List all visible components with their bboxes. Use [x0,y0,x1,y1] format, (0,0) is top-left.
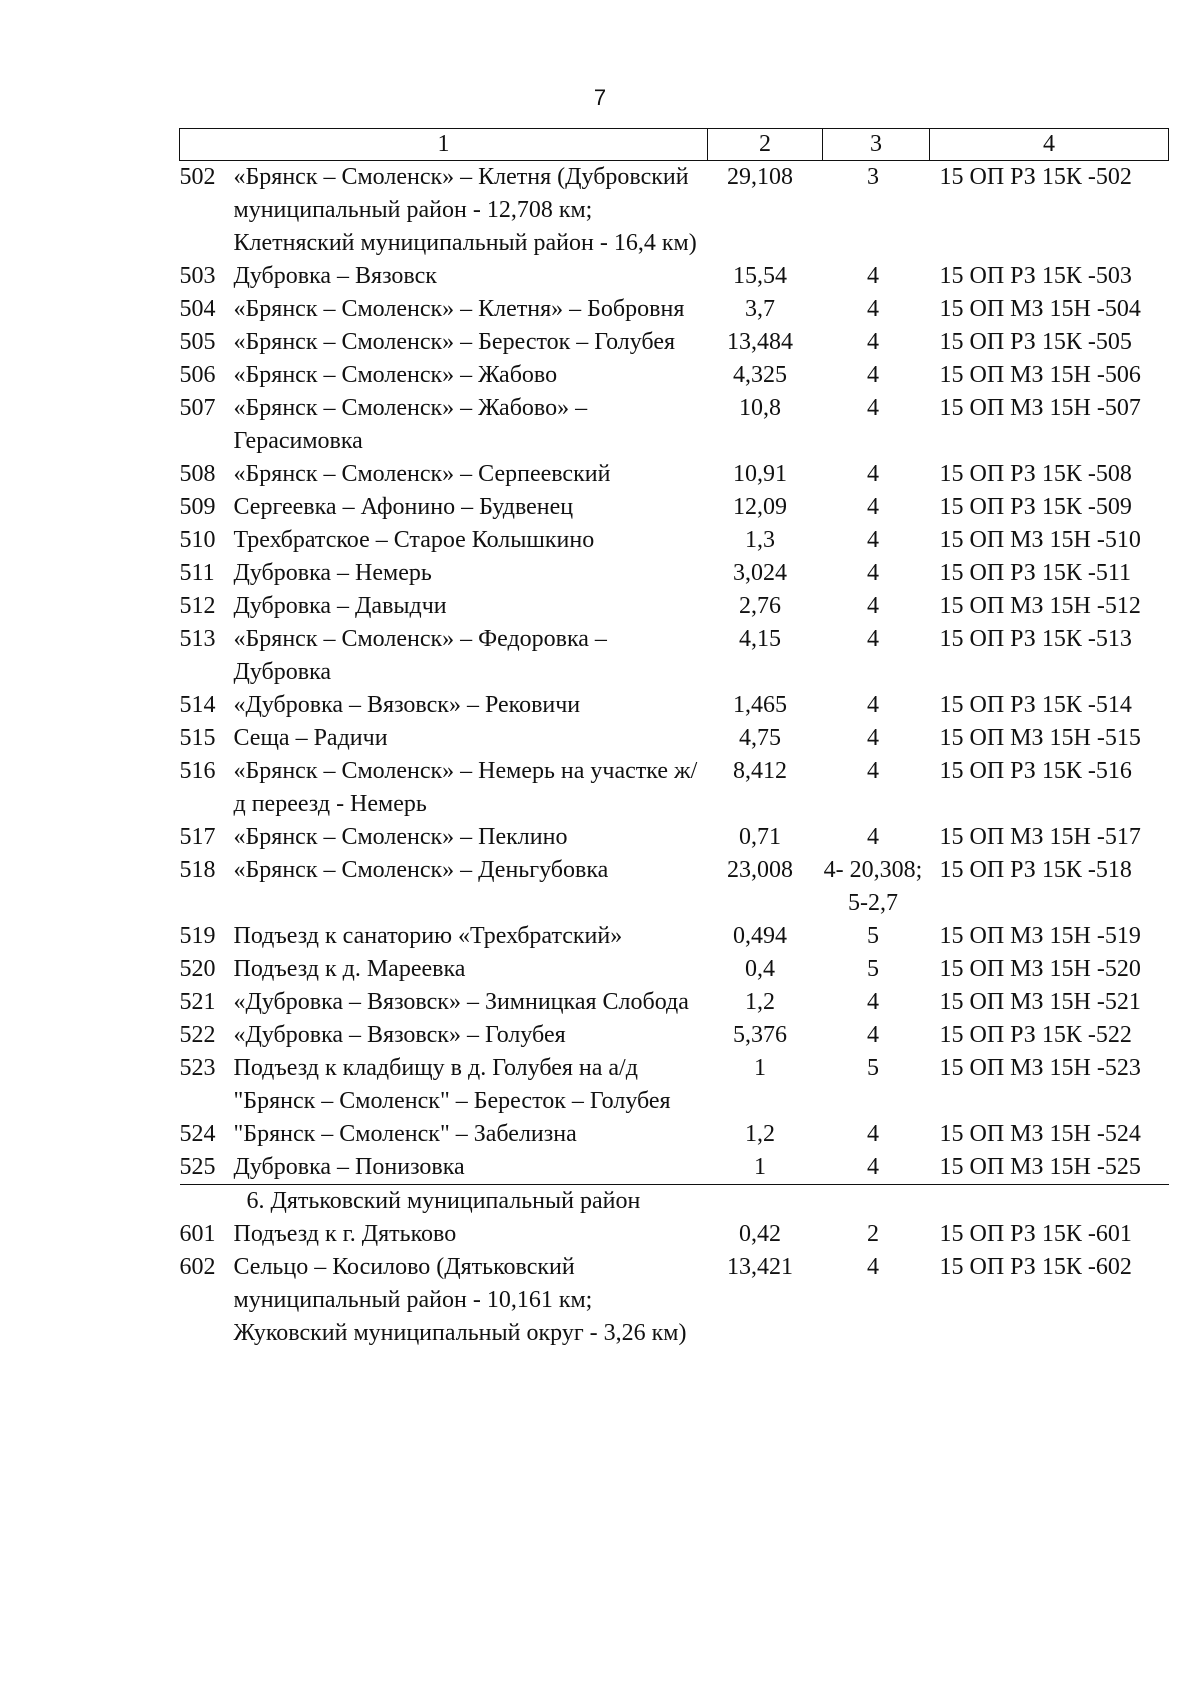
table-row [180,1218,1169,1251]
road-category: 4 [867,725,879,751]
row-number: 513 [179,626,216,652]
road-category: 4 [867,296,879,322]
road-code: 15 ОП МЗ 15Н -517 [939,824,1141,850]
road-code: 15 ОП РЗ 15К -601 [939,1221,1132,1247]
table-row [180,821,1169,854]
road-name: «Брянск – Смоленск» – Деньгубовка [233,857,609,883]
table-row [180,1151,1169,1185]
road-code: 15 ОП РЗ 15К -516 [939,758,1132,784]
road-code: 15 ОП РЗ 15К -511 [939,560,1131,586]
road-category: 4 [867,626,879,652]
row-number: 601 [179,1221,216,1247]
road-length: 2,76 [739,593,781,619]
road-category: 4 [867,263,879,289]
table-row [180,392,1169,458]
road-code: 15 ОП РЗ 15К -602 [939,1254,1132,1280]
row-number: 521 [179,989,216,1015]
road-category: 4 [867,758,879,784]
road-name: «Брянск – Смоленск» – Клетня (Дубровский муниципальный район - 12,708 км; Клетняский муниципальный район - 16,4 км) [233,164,697,256]
row-number: 506 [179,362,216,388]
road-length: 4,75 [739,725,781,751]
road-code: 15 ОП РЗ 15К -522 [939,1022,1132,1048]
road-length: 0,42 [739,1221,781,1247]
table-row [180,722,1169,755]
road-category: 4 [867,593,879,619]
road-category: 4 [867,494,879,520]
table-row [180,293,1169,326]
road-length: 23,008 [727,857,793,883]
row-number: 508 [179,461,216,487]
table-row [180,854,1169,920]
table-row [180,260,1169,293]
row-number: 524 [179,1121,216,1147]
table-row [180,458,1169,491]
road-name: Дубровка – Немерь [233,560,432,586]
road-category: 4 [823,1151,930,1185]
road-code: 15 ОП МЗ 15Н -524 [939,1121,1141,1147]
road-code: 15 ОП РЗ 15К -508 [939,461,1132,487]
table-header [180,129,1169,161]
road-category: 4 [867,1254,879,1280]
road-length: 1 [754,1055,766,1081]
row-number: 510 [179,527,216,553]
row-number: 503 [179,263,216,289]
row-number: 509 [179,494,216,520]
road-code: 15 ОП МЗ 15Н -515 [939,725,1141,751]
road-name: "Брянск – Смоленск" – Забелизна [233,1121,577,1147]
table-body [180,161,1169,1351]
road-name: «Брянск – Смоленск» – Пеклино [233,824,568,850]
road-length: 1,2 [745,1121,775,1147]
row-number: 522 [179,1022,216,1048]
row-number: 502 [179,164,216,190]
road-category: 3 [867,164,879,190]
header-col-1: 1 [180,129,708,161]
road-length: 4,15 [739,626,781,652]
road-code: 15 ОП МЗ 15Н -519 [939,923,1141,949]
road-code: 15 ОП РЗ 15К -502 [939,164,1132,190]
table-row [180,623,1169,689]
road-length: 1,3 [745,527,775,553]
row-number: 520 [179,956,216,982]
road-name: «Брянск – Смоленск» – Жабово [233,362,558,388]
road-name: Подъезд к г. Дятьково [233,1221,457,1247]
road-category: 5 [867,1055,879,1081]
road-length: 4,325 [733,362,787,388]
road-code: 15 ОП МЗ 15Н -507 [939,395,1141,421]
road-code: 15 ОП МЗ 15Н -506 [939,362,1141,388]
road-code: 15 ОП РЗ 15К -505 [939,329,1132,355]
header-col-4: 4 [930,129,1169,161]
table-row [180,491,1169,524]
row-number: 602 [179,1254,216,1280]
road-code: 15 ОП МЗ 15Н -525 [930,1151,1169,1185]
road-length: 10,8 [739,395,781,421]
row-number: 505 [179,329,216,355]
road-code: 15 ОП РЗ 15К -518 [939,857,1132,883]
road-name: «Дубровка – Вязовск» – Зимницкая Слобода [233,989,689,1015]
row-number: 519 [179,923,216,949]
row-number: 507 [179,395,216,421]
row-number: 511 [179,560,215,586]
road-length: 1,465 [733,692,787,718]
road-name: «Дубровка – Вязовск» – Голубея [233,1022,566,1048]
table-row [180,986,1169,1019]
section-row [180,1185,1169,1219]
road-name: Дубровка – Давыдчи [233,593,447,619]
road-code: 15 ОП РЗ 15К -513 [939,626,1132,652]
road-length: 3,7 [745,296,775,322]
row-number: 517 [179,824,216,850]
road-length: 12,09 [733,494,787,520]
road-name: Сельцо – Косилово (Дятьковский муниципальный район - 10,161 км; Жуковский муниципальный округ - 3,26 км) [233,1254,687,1346]
road-length: 10,91 [733,461,787,487]
row-number: 515 [179,725,216,751]
road-name: «Брянск – Смоленск» – Бересток – Голубея [233,329,676,355]
road-name: Сергеевка – Афонино – Будвенец [233,494,574,520]
road-name: Дубровка – Вязовск [233,263,437,289]
table-row [180,953,1169,986]
table-row [180,161,1169,261]
road-length: 1,2 [745,989,775,1015]
road-name: Сеща – Радичи [233,725,388,751]
road-name: Подъезд к д. Мареевка [233,956,466,982]
table-row [180,1251,1169,1350]
road-length: 0,494 [733,923,787,949]
road-code: 15 ОП МЗ 15Н -504 [939,296,1141,322]
row-number: 512 [179,593,216,619]
road-category: 4 [867,824,879,850]
table-row [180,359,1169,392]
row-number: 514 [179,692,216,718]
road-length: 0,71 [739,824,781,850]
road-category: 4 [867,329,879,355]
row-number: 516 [179,758,216,784]
row-number: 525 [179,1154,216,1180]
row-number: 523 [179,1055,216,1081]
road-category: 2 [867,1221,879,1247]
road-category: 4 [867,1121,879,1147]
road-code: 15 ОП РЗ 15К -509 [939,494,1132,520]
road-length: 0,4 [745,956,775,982]
road-code: 15 ОП МЗ 15Н -520 [939,956,1141,982]
road-category: 4 [867,395,879,421]
table-row [180,1118,1169,1151]
road-name: «Брянск – Смоленск» – Федоровка – Дубровка [233,626,607,685]
road-code: 15 ОП РЗ 15К -503 [939,263,1132,289]
table-row [180,524,1169,557]
road-category: 4 [867,692,879,718]
road-name: Дубровка – Понизовка [233,1154,465,1180]
road-length: 13,421 [727,1254,793,1280]
table-row [180,689,1169,722]
road-code: 15 ОП РЗ 15К -514 [939,692,1132,718]
road-category: 5 [867,923,879,949]
table-row [180,557,1169,590]
road-category: 4 [867,362,879,388]
header-col-3: 3 [823,129,930,161]
table-row [180,326,1169,359]
row-number: 518 [179,857,216,883]
road-category: 4 [867,560,879,586]
road-length: 8,412 [733,758,787,784]
table-row [180,755,1169,821]
road-name: «Брянск – Смоленск» – Жабово» – Герасимовка [233,395,588,454]
road-category: 4 [867,1022,879,1048]
road-code: 15 ОП МЗ 15Н -510 [939,527,1141,553]
road-code: 15 ОП МЗ 15Н -521 [939,989,1141,1015]
road-length: 3,024 [733,560,787,586]
road-length: 13,484 [727,329,793,355]
road-length: 1 [708,1151,823,1185]
road-name: «Брянск – Смоленск» – Серпеевский [233,461,611,487]
road-code: 15 ОП МЗ 15Н -512 [939,593,1141,619]
table-row [180,1052,1169,1118]
road-length: 15,54 [733,263,787,289]
road-length: 5,376 [733,1022,787,1048]
roads-table [179,128,1169,1350]
table-row [180,920,1169,953]
road-length: 29,108 [727,164,793,190]
road-category: 4 [867,989,879,1015]
page-number: 7 [593,85,607,110]
road-name: «Брянск – Смоленск» – Клетня» – Бобровня [233,296,685,322]
road-code: 15 ОП МЗ 15Н -523 [939,1055,1141,1081]
header-col-2: 2 [708,129,823,161]
road-category: 5 [867,956,879,982]
road-category: 4 [867,461,879,487]
table-row [180,590,1169,623]
road-name: Трехбратское – Старое Колышкино [233,527,595,553]
road-name: «Брянск – Смоленск» – Немерь на участке ж/д переезд - Немерь [233,758,698,817]
section-title: 6. Дятьковский муниципальный район [246,1188,641,1214]
road-category: 4 [867,527,879,553]
road-category: 4- 20,308; 5-2,7 [823,857,923,916]
row-number: 504 [179,296,216,322]
table-row [180,1019,1169,1052]
road-name: «Дубровка – Вязовск» – Рековичи [233,692,581,718]
road-name: Подъезд к санаторию «Трехбратский» [233,923,623,949]
road-name: Подъезд к кладбищу в д. Голубея на а/д "Брянск – Смоленск" – Бересток – Голубея [233,1055,671,1114]
